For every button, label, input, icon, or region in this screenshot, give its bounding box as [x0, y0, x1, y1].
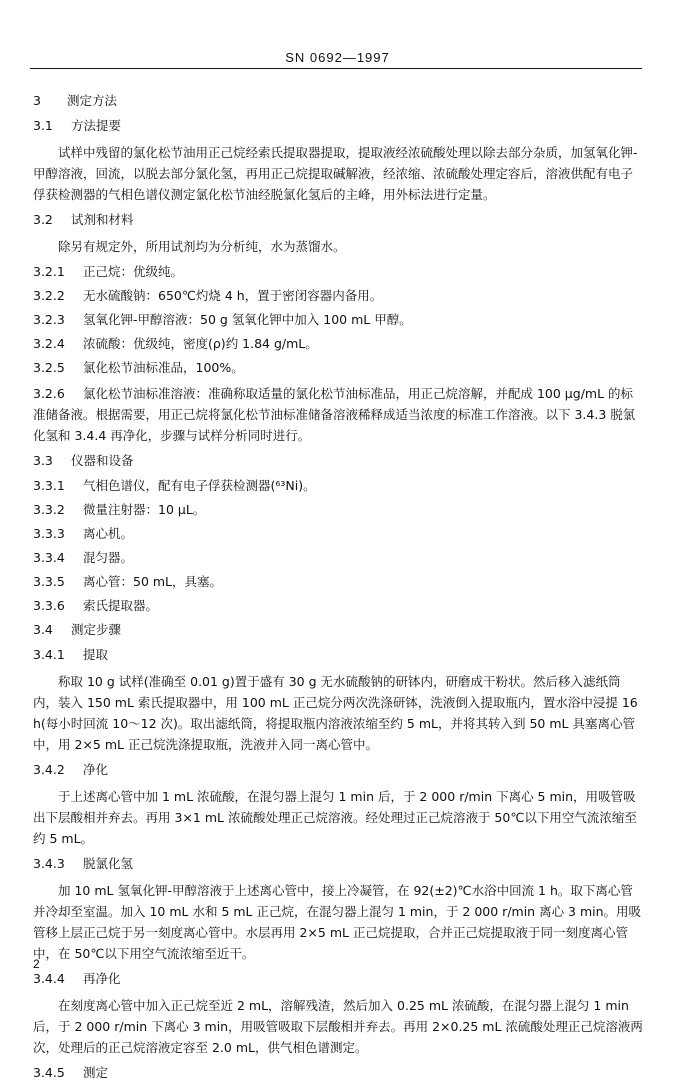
item-text: 氢氧化钾-甲醇溶液：50 g 氢氧化钾中加入 100 mL 甲醇。 — [83, 312, 412, 327]
list-item — [33, 477, 643, 495]
section-3-3-heading — [33, 452, 643, 470]
item-text: 索氏提取器。 — [83, 598, 159, 613]
item-number: 3.3.1 — [33, 478, 65, 493]
section-3-heading — [33, 92, 643, 110]
section-3-4-3-heading — [33, 855, 643, 873]
page-number: 2 — [33, 957, 40, 971]
section-title: 方法提要 — [71, 118, 122, 133]
section-number: 3.4 — [33, 622, 53, 637]
section-number: 3.4.5 — [33, 1065, 65, 1080]
section-3-1-paragraph: 试样中残留的氯化松节油用正己烷经索氏提取器提取，提取液经浓硫酸处理以除去部分杂质，加氢氧化钾-甲醇溶液，回流，以脱去部分氯化氢，再用正己烷提取碱解液，经浓缩、浓硫酸处理定容后，溶液供配有电子俘获检测器的气相色谱仪测定氯化松节油经脱氯化氢后的主峰，用外标法进行定量。 — [33, 145, 638, 202]
section-number: 3.4.1 — [33, 647, 65, 662]
item-number: 3.3.4 — [33, 550, 65, 565]
item-number: 3.2.4 — [33, 336, 65, 351]
item-text: 氯化松节油标准品，100%。 — [83, 360, 244, 375]
section-3-4-4-paragraph: 在刻度离心管中加入正己烷至近 2 mL，溶解残渣，然后加入 0.25 mL 浓硫酸，在混匀器上混匀 1 min 后，于 2 000 r/min 下离心 3 min，用吸管吸取下层酸相并弃去。再用 2×0.25 mL 浓硫酸处理正己烷溶液两次，处理后的正己烷溶液定容至 2.0 mL，供气相色谱测定。 — [33, 998, 643, 1055]
section-3-4-2-heading — [33, 761, 643, 779]
item-text: 气相色谱仪，配有电子俘获检测器(⁶³Ni)。 — [83, 478, 316, 493]
item-text: 微量注射器：10 μL。 — [83, 502, 206, 517]
item-number: 3.3.5 — [33, 574, 65, 589]
list-item — [33, 335, 643, 353]
item-number: 3.3.3 — [33, 526, 65, 541]
section-title: 净化 — [83, 762, 109, 777]
section-number: 3.2 — [33, 212, 53, 227]
section-3-4-3-paragraph: 加 10 mL 氢氧化钾-甲醇溶液于上述离心管中，接上冷凝管，在 92(±2)℃水浴中回流 1 h。取下离心管并冷却至室温。加入 10 mL 水和 5 mL 正己烷，在混匀器上混匀 1 min，于 2 000 r/min 离心 3 min。用吸管移上层正己烷于另一刻度离心管中。水层再用 2×5 mL 正己烷提取，合并正己烷提取液于同一刻度离心管中，在 50℃以下用空气流浓缩至近干。 — [33, 883, 642, 961]
header-rule — [30, 68, 642, 69]
section-title: 试剂和材料 — [71, 212, 134, 227]
item-number: 3.2.6 — [33, 386, 65, 401]
list-item — [33, 525, 643, 543]
section-3-2-paragraph: 除另有规定外，所用试剂均为分析纯，水为蒸馏水。 — [58, 239, 346, 254]
document-body — [33, 92, 643, 1089]
section-title: 再净化 — [83, 971, 121, 986]
item-number: 3.2.1 — [33, 264, 65, 279]
list-item — [33, 263, 643, 281]
list-item — [33, 359, 643, 377]
item-number: 3.2.3 — [33, 312, 65, 327]
item-number: 3.2.2 — [33, 288, 65, 303]
item-text: 氯化松节油标准溶液：准确称取适量的氯化松节油标准品，用正己烷溶解，并配成 100 μg/mL 的标准储备液。根据需要，用正己烷将氯化松节油标准储备溶液稀释成适当浓度的标准工作溶液。以下 3.4.3 脱氯化氢和 3.4.4 再净化，步骤与试样分析同时进行。 — [33, 386, 636, 443]
item-number: 3.2.5 — [33, 360, 65, 375]
section-3-4-1-paragraph: 称取 10 g 试样(准确至 0.01 g)置于盛有 30 g 无水硫酸钠的研钵内，研磨成干粉状。然后移入滤纸筒内，装入 150 mL 索氏提取器中，用 100 mL 正己烷分两次洗涤研钵，洗液倒入提取瓶内，置水浴中浸提 16 h(每小时回流 10～12 次)。取出滤纸筒，将提取瓶内溶液浓缩至约 5 mL，并将其转入到 50 mL 具塞离心管中，用 2×5 mL 正己烷洗涤提取瓶，洗液并入同一离心管中。 — [33, 674, 638, 752]
section-number: 3 — [33, 93, 41, 108]
item-number: 3.3.6 — [33, 598, 65, 613]
section-title: 测定步骤 — [71, 622, 122, 637]
section-3-2-heading — [33, 211, 643, 229]
item-3-2-6-paragraph — [33, 383, 643, 446]
section-title: 脱氯化氢 — [83, 856, 134, 871]
section-title: 仪器和设备 — [71, 453, 134, 468]
item-text: 混匀器。 — [83, 550, 134, 565]
item-text: 离心管：50 mL，具塞。 — [83, 574, 223, 589]
section-number: 3.4.3 — [33, 856, 65, 871]
list-item — [33, 311, 643, 329]
section-3-4-2-paragraph: 于上述离心管中加 1 mL 浓硫酸，在混匀器上混匀 1 min 后，于 2 000 r/min 下离心 5 min，用吸管吸出下层酸相并弃去。再用 3×1 mL 浓硫酸处理正己烷溶液。经处理过正己烷溶液于 50℃以下用空气流浓缩至约 5 mL。 — [33, 789, 637, 846]
section-number: 3.4.4 — [33, 971, 65, 986]
item-text: 正己烷：优级纯。 — [83, 264, 184, 279]
section-3-4-1-heading — [33, 646, 643, 664]
section-3-4-4-heading — [33, 970, 643, 988]
list-item — [33, 501, 643, 519]
section-title: 提取 — [83, 647, 109, 662]
list-item — [33, 549, 643, 567]
section-3-4-heading — [33, 621, 643, 639]
section-title: 测定方法 — [67, 93, 118, 108]
standard-code-header: SN 0692—1997 — [285, 50, 390, 65]
section-number: 3.4.2 — [33, 762, 65, 777]
item-number: 3.3.2 — [33, 502, 65, 517]
list-item — [33, 287, 643, 305]
list-item — [33, 597, 643, 615]
section-title: 测定 — [83, 1065, 109, 1080]
item-text: 浓硫酸：优级纯，密度(ρ)约 1.84 g/mL。 — [83, 336, 318, 351]
item-text: 无水硫酸钠：650℃灼烧 4 h，置于密闭容器内备用。 — [83, 288, 383, 303]
section-3-1-heading — [33, 117, 643, 135]
section-number: 3.3 — [33, 453, 53, 468]
list-item — [33, 573, 643, 591]
item-text: 离心机。 — [83, 526, 134, 541]
section-number: 3.1 — [33, 118, 53, 133]
section-3-4-5-heading — [33, 1064, 643, 1082]
